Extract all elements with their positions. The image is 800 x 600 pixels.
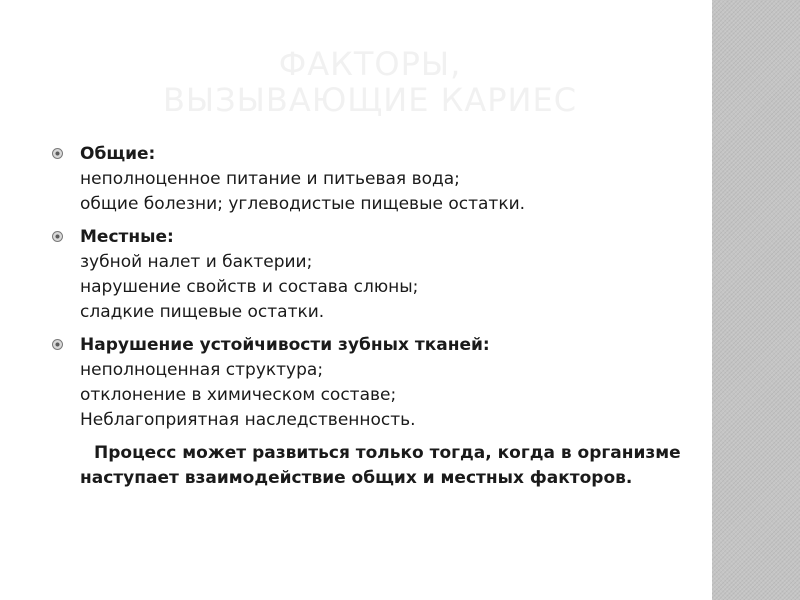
bullet-item-tissue-resistance [52,333,702,433]
item-line: Неблагоприятная наследственность. [80,410,416,430]
item-line: общие болезни; углеводистые пищевые остатки. [80,194,526,214]
item-line: неполноценное питание и питьевая вода; [80,169,460,189]
item-line: сладкие пищевые остатки. [80,302,325,322]
item-line: нарушение свойств и состава слюны; [80,277,419,297]
summary-note: Процесс может развиться только тогда, когда в организме наступает взаимодействие общих и местных факторов. [80,443,681,488]
slide-title [40,46,700,118]
circle-bullet-icon [52,339,63,350]
circle-bullet-icon [52,231,63,242]
item-heading: Общие: [80,144,156,164]
circle-bullet-icon [52,148,63,159]
title-line-1: ФАКТОРЫ, [278,45,462,83]
title-line-2: ВЫЗЫВАЮЩИЕ КАРИЕС [162,81,578,119]
item-heading: Нарушение устойчивости зубных тканей: [80,335,490,355]
item-line: зубной налет и бактерии; [80,252,313,272]
item-line: отклонение в химическом составе; [80,385,397,405]
item-line: неполноценная структура; [80,360,324,380]
item-heading: Местные: [80,227,174,247]
slide-content [52,142,702,491]
bullet-item-local [52,225,702,325]
decorative-side-strip [712,0,800,600]
bullet-item-general [52,142,702,217]
